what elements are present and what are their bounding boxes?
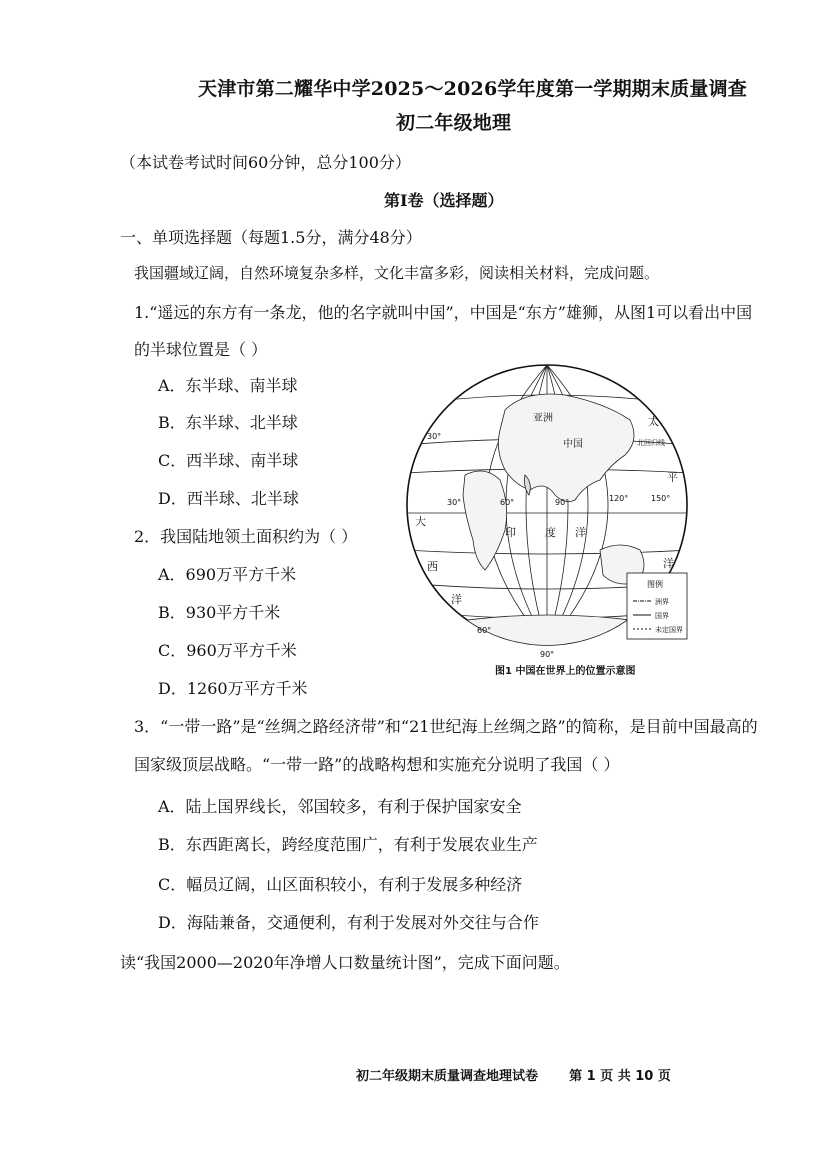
- globe-svg: [405, 355, 690, 660]
- label-pacific-ping: 平: [667, 471, 678, 484]
- label-atlantic-yang: 洋: [451, 593, 462, 606]
- question-3-option-a: A．陆上国界线长，邻国较多，有利于保护国家安全: [158, 797, 522, 816]
- footer-page-number: 第 1 页 共 10 页: [569, 1069, 671, 1084]
- section-intro: 我国疆域辽阔，自然环境复杂多样，文化丰富多彩，阅读相关材料，完成问题。: [134, 264, 660, 282]
- label-indian-du: 度: [545, 526, 556, 539]
- question-1-stem-line1: 1.“遥远的东方有一条龙，他的名字就叫中国”，中国是“东方”雄狮，从图1可以看出中国: [134, 303, 753, 322]
- label-lon-90: 90°: [555, 498, 570, 507]
- question-1-option-b: B．东半球、北半球: [158, 413, 298, 432]
- label-lon-30: 30°: [447, 498, 462, 507]
- label-lon-150: 150°: [651, 494, 671, 503]
- label-tropic-line: 北回归线: [637, 439, 665, 447]
- section-heading: 一、单项选择题（每题1.5分，满分48分）: [120, 228, 422, 247]
- label-lat-60: 60°: [477, 626, 492, 635]
- question-3-stem-line1: 3．“一带一路”是“丝绸之路经济带”和“21世纪海上丝绸之路”的简称，是目前中国最高的: [134, 717, 758, 736]
- figure-1-globe-map: [405, 355, 690, 680]
- question-1-option-c: C．西半球、南半球: [158, 451, 299, 470]
- question-3-option-c: C．幅员辽阔，山区面积较小，有利于发展多种经济: [158, 875, 523, 894]
- label-atlantic-xi: 西: [427, 560, 438, 573]
- exam-info: （本试卷考试时间60分钟，总分100分）: [120, 153, 411, 172]
- legend-item-national-boundary: 国界: [655, 612, 669, 620]
- exam-title: 天津市第二耀华中学2025～2026学年度第一学期期末质量调查: [198, 78, 747, 100]
- label-lon-120: 120°: [609, 494, 629, 503]
- legend-item-continent-boundary: 洲界: [655, 598, 669, 606]
- reading-prompt: 读“我国2000—2020年净增人口数量统计图”，完成下面问题。: [120, 953, 570, 972]
- question-3-option-d: D．海陆兼备，交通便利，有利于发展对外交往与合作: [158, 913, 539, 932]
- label-pacific-yang: 洋: [663, 557, 674, 570]
- volume-heading: 第Ⅰ卷（选择题）: [384, 191, 504, 210]
- label-indian-yang: 洋: [575, 526, 586, 539]
- question-3-stem-line2: 国家级顶层战略。“一带一路”的战略构想和实施充分说明了我国（ ）: [134, 755, 620, 774]
- label-lon-60: 60°: [500, 498, 515, 507]
- page-footer: [356, 1065, 671, 1084]
- label-lat-90: 90°: [540, 650, 555, 659]
- question-1-option-a: A．东半球、南半球: [158, 376, 298, 395]
- label-atlantic-da: 大: [415, 515, 426, 528]
- legend-title: 图例: [647, 580, 663, 589]
- figure-1-caption: 图1 中国在世界上的位置示意图: [495, 666, 636, 677]
- exam-subtitle: 初二年级地理: [396, 112, 512, 134]
- question-1-stem-line2: 的半球位置是（ ）: [134, 340, 268, 359]
- label-pacific-tai: 太: [648, 415, 659, 428]
- map-legend: [627, 573, 687, 639]
- question-2-option-a: A．690万平方千米: [158, 565, 297, 584]
- legend-item-undefined-boundary: 未定国界: [655, 626, 683, 634]
- question-2-stem: 2．我国陆地领土面积约为（ ）: [134, 527, 358, 546]
- question-3-option-b: B．东西距离长，跨经度范围广，有利于发展农业生产: [158, 835, 538, 854]
- label-china: 中国: [563, 439, 583, 450]
- question-2-option-b: B．930平方千米: [158, 603, 281, 622]
- question-1-option-d: D．西半球、北半球: [158, 489, 299, 508]
- label-lat-30: 30°: [427, 432, 442, 441]
- footer-paper-name: 初二年级期末质量调查地理试卷: [356, 1069, 539, 1084]
- label-asia: 亚洲: [533, 413, 553, 424]
- question-2-option-c: C．960万平方千米: [158, 641, 297, 660]
- question-2-option-d: D．1260万平方千米: [158, 679, 308, 698]
- label-indian-yin: 印: [505, 526, 516, 539]
